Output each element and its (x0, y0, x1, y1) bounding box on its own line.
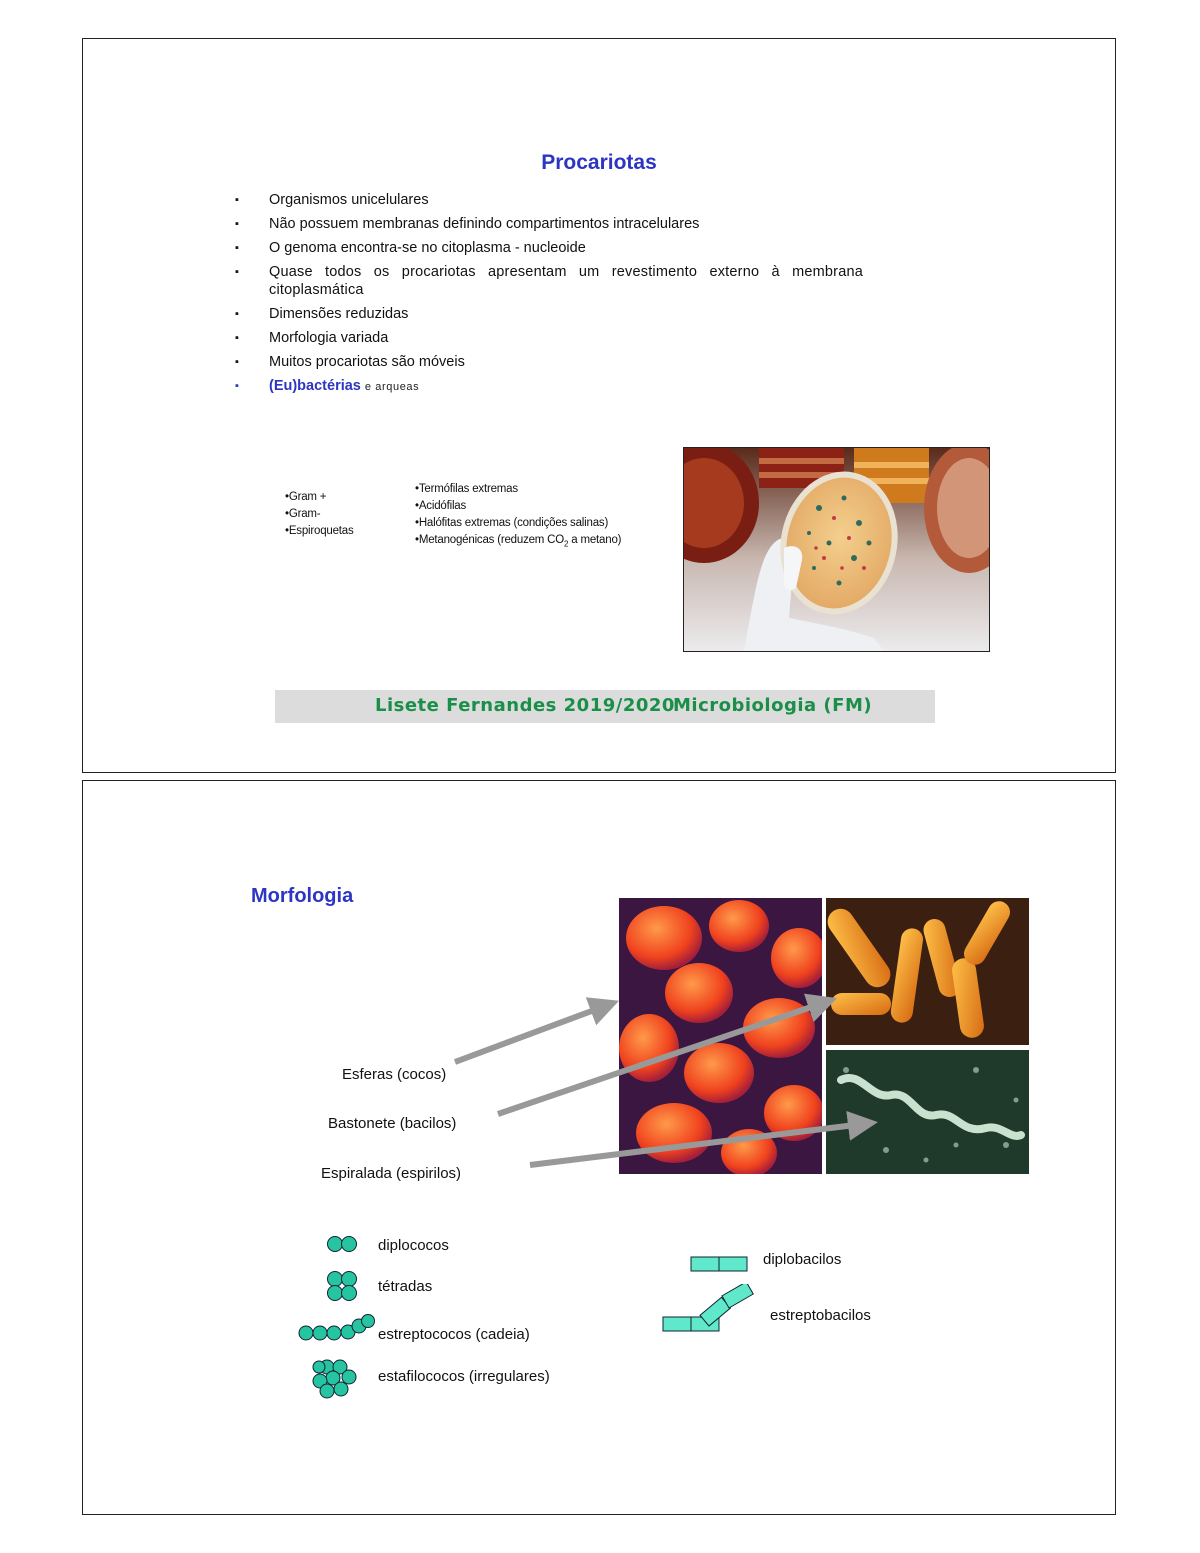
bullet-item: ▪ Não possuem membranas definindo compartimentos intracelulares (233, 215, 863, 233)
list-item: • Halófitas extremas (condições salinas) (415, 515, 621, 532)
diplococci-icon (326, 1234, 358, 1254)
diplobacilli-label: diplobacilos (763, 1251, 842, 1268)
footer-author: Lisete Fernandes 2019/2020 (375, 695, 675, 716)
footer-course: Microbiologia (FM) (673, 695, 873, 716)
rods-label: Bastonete (bacilos) (328, 1115, 457, 1132)
spiral-label: Espiralada (espirilos) (321, 1165, 462, 1182)
bullet-item: ▪ Organismos unicelulares (233, 191, 863, 209)
petri-dish-photo-icon (683, 447, 990, 652)
staphylococci-icon (311, 1359, 357, 1399)
staphylococci-label: estafilococos (irregulares) (378, 1368, 550, 1385)
streptococci-icon (297, 1313, 377, 1343)
bacteria-groups-list (285, 489, 354, 540)
list-item: • Acidófilas (415, 498, 621, 515)
list-item: • Gram- (285, 506, 354, 523)
bullet-item: ▪ Quase todos os procariotas apresentam um revestimento externo à membrana citoplasmática (233, 263, 863, 299)
bullet-item: ▪ Muitos procariotas são móveis (233, 353, 863, 371)
list-item (415, 532, 621, 552)
list-item-text: Metanogénicas (reduzem CO (418, 534, 565, 546)
tetrads-label: tétradas (378, 1278, 433, 1295)
slide-procariotas (82, 38, 1116, 773)
archaea-text: e arqueas (364, 381, 420, 393)
bacilli-micrograph-icon (826, 898, 1029, 1045)
list-item: • Termófilas extremas (415, 481, 621, 498)
slide-title: Morfologia (251, 885, 354, 907)
spheres-label: Esferas (cocos) (342, 1066, 447, 1083)
footer-bar (275, 690, 935, 723)
diplobacilli-icon (690, 1255, 750, 1273)
bacteria-highlight: (Eu)bactérias (269, 378, 361, 394)
cocci-micrograph-icon (619, 898, 822, 1174)
bullet-item: ▪ O genoma encontra-se no citoplasma - nucleoide (233, 239, 863, 257)
streptobacilli-label: estreptobacilos (770, 1307, 871, 1324)
slide-title: Procariotas (541, 151, 657, 174)
bullet-list (233, 191, 863, 402)
bullet-item: ▪ Dimensões reduzidas (233, 305, 863, 323)
bullet-item-bacteria (233, 377, 863, 396)
list-item-text: a metano) (568, 534, 622, 546)
subscript: 2 (564, 539, 569, 549)
tetrads-icon (326, 1270, 358, 1302)
archaea-groups-list (415, 481, 621, 552)
slide-morfologia (82, 780, 1116, 1515)
list-item: • Gram + (285, 489, 354, 506)
list-item: • Espiroquetas (285, 523, 354, 540)
spirilla-micrograph-icon (826, 1050, 1029, 1174)
diplococci-label: diplococos (378, 1237, 449, 1254)
bullet-item: ▪ Morfologia variada (233, 329, 863, 347)
streptococci-label: estreptococos (cadeia) (378, 1326, 530, 1343)
streptobacilli-icon (661, 1284, 761, 1334)
